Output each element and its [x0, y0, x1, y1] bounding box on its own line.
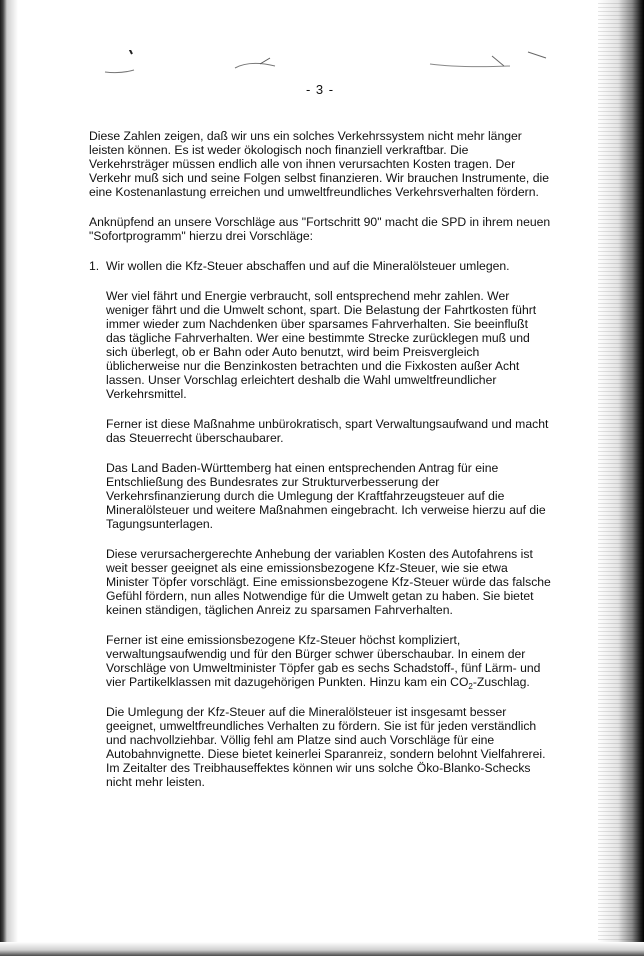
scan-edge-right	[598, 0, 644, 956]
paragraph: Wer viel fährt und Energie verbraucht, soll entsprechend mehr zahlen. Wer weniger fährt und die Umwelt schont, spart. Die Belastung der Fahrtkosten führt immer wieder zum Nachdenken über sparsames Fahrverhalten. Sie beeinflußt das tägliche Fahrverhalten. Wer eine bestimmte Strecke zurücklegen muß und sich überlegt, ob er Bahn oder Auto benutzt, wird beim Preisvergleich üblicherweise nur die Benzinkosten betrachten und die Fixkosten außer Acht lassen. Unser Vorschlag erleichtert deshalb die Wahl umweltfreundlicher Verkehrsmittel.	[106, 289, 537, 401]
scan-edge-bottom	[0, 942, 644, 956]
list-item-body	[106, 289, 551, 789]
paragraph: Diese verursachergerechte Anhebung der variablen Kosten des Autofahrens ist weit besser geeignet als eine emissionsbezogene Kfz-Steuer, wie sie etwa Minister Töpfer vorschlägt. Eine emissionsbezogene Kfz-Steuer würde das falsche Gefühl fördern, nun alles Notwendige für die Umwelt getan zu haben. Sie bietet keinen ständigen, täglichen Anreiz zu sparsamen Fahrverhalten.	[106, 547, 551, 617]
list-item	[89, 259, 551, 273]
paragraph: Anknüpfend an unsere Vorschläge aus "Fortschritt 90" macht die SPD in ihrem neuen "Sofortprogramm" hierzu drei Vorschläge:	[89, 215, 551, 243]
co2-label: $CO_2$	[450, 675, 473, 691]
paragraph	[106, 633, 551, 689]
list-item-text: Wir wollen die Kfz-Steuer abschaffen und auf die Mineralölsteuer umlegen.	[106, 259, 510, 273]
paragraph: Diese Zahlen zeigen, daß wir uns ein solches Verkehrssystem nicht mehr länger leisten können. Es ist weder ökologisch noch finanziell verkraftbar. Die Verkehrsträger müssen endlich alle von ihnen verursachten Kosten tragen. Der Verkehr muß sich und seine Folgen selbst finanzieren. Wir brauchen Instrumente, die eine Kostenanlastung erreichen und umweltfreundliches Verkehrsverhalten fördern.	[89, 129, 549, 199]
list-number: 1.	[89, 259, 100, 273]
page-number: - 3 -	[305, 82, 335, 97]
scan-edge-left	[0, 0, 18, 956]
paragraph-text: -Zuschlag.	[472, 675, 530, 689]
paragraph: Die Umlegung der Kfz-Steuer auf die Mineralölsteuer ist insgesamt besser geeignet, umweltfreundliches Verhalten zu fördern. Sie ist für jeden verständlich und nachvollziehbar. Völlig fehl am Platze sind auch Vorschläge für eine Autobahnvignette. Diese bietet keinerlei Sparanreiz, sondern belohnt Vielfahrerei. Im Zeitalter des Treibhauseffektes können wir uns solche Öko-Blanko-Schecks nicht mehr leisten.	[106, 705, 546, 789]
paragraph: Ferner ist diese Maßnahme unbürokratisch, spart Verwaltungsaufwand und macht das Steuerrecht überschaubarer.	[106, 417, 549, 445]
paragraph: Das Land Baden-Württemberg hat einen entsprechenden Antrag für eine Entschließung des Bundesrates zur Strukturverbesserung der Verkehrsfinanzierung durch die Umlegung der Kraftfahrzeugsteuer auf die Mineralölsteuer und weitere Maßnahmen eingebracht. Ich verweise hierzu auf die Tagungsunterlagen.	[106, 461, 546, 531]
co2-subscript: 2	[468, 682, 473, 691]
paragraph-text: Ferner ist eine emissionsbezogene Kfz-Steuer höchst kompliziert, verwaltungsaufwendig und für den Bürger schwer überschaubar. In einem der Vorschläge von Umweltminister Töpfer gab es sechs Schadstoff-, fünf Lärm- und vier Partikelklassen mit dazugehörigen Punkten. Hinzu kam ein	[106, 633, 541, 689]
document-body	[89, 129, 551, 805]
scan-marks-top	[100, 50, 560, 80]
